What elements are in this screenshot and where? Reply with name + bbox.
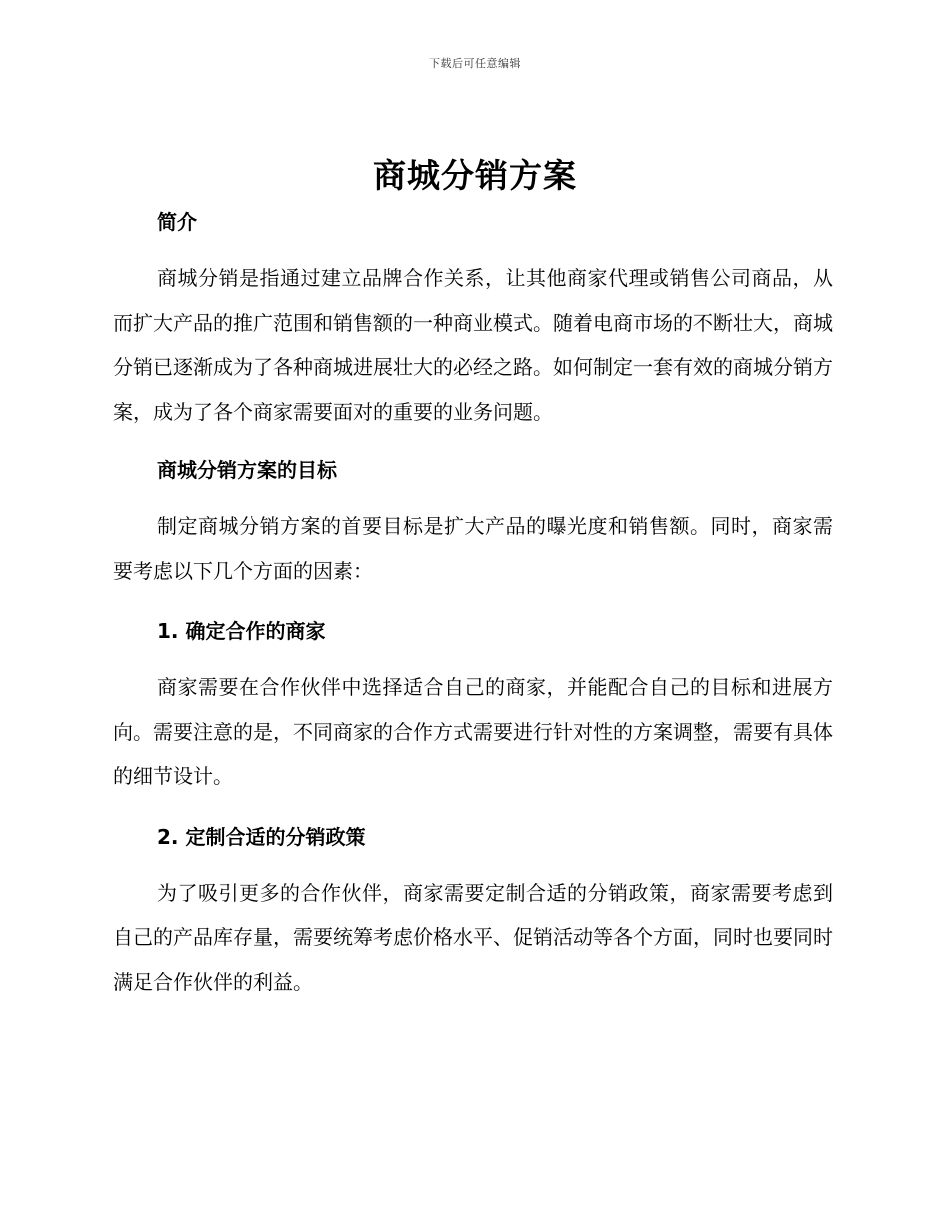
section-heading-goal: 商城分销方案的目标 — [157, 458, 337, 482]
section-paragraph-partners: 商家需要在合作伙伴中选择适合自己的商家，并能配合自己的目标和进展方向。需要注意的是，不同商家的合作方式需要进行针对性的方案调整，需要有具体的细节设计。 — [113, 675, 833, 788]
document-body — [113, 202, 833, 1004]
header-note: 下载后可任意编辑 — [429, 57, 521, 70]
section-heading-partners: 1. 确定合作的商家 — [157, 619, 326, 643]
section-paragraph-intro: 商城分销是指通过建立品牌合作关系，让其他商家代理或销售公司商品，从而扩大产品的推广范围和销售额的一种商业模式。随着电商市场的不断壮大，商城分销已逐渐成为了各种商城进展壮大的必经之路。如何制定一套有效的商城分销方案，成为了各个商家需要面对的重要的业务问题。 — [113, 266, 833, 424]
section-paragraph-policy: 为了吸引更多的合作伙伴，商家需要定制合适的分销政策，商家需要考虑到自己的产品库存量，需要统筹考虑价格水平、促销活动等各个方面，同时也要同时满足合作伙伴的利益。 — [113, 880, 833, 994]
section-heading-intro: 简介 — [157, 210, 197, 234]
section-heading-policy: 2. 定制合适的分销政策 — [157, 824, 366, 849]
document-title: 商城分销方案 — [373, 156, 577, 195]
section-paragraph-goal: 制定商城分销方案的首要目标是扩大产品的曝光度和销售额。同时，商家需要考虑以下几个方面的因素： — [113, 514, 833, 583]
